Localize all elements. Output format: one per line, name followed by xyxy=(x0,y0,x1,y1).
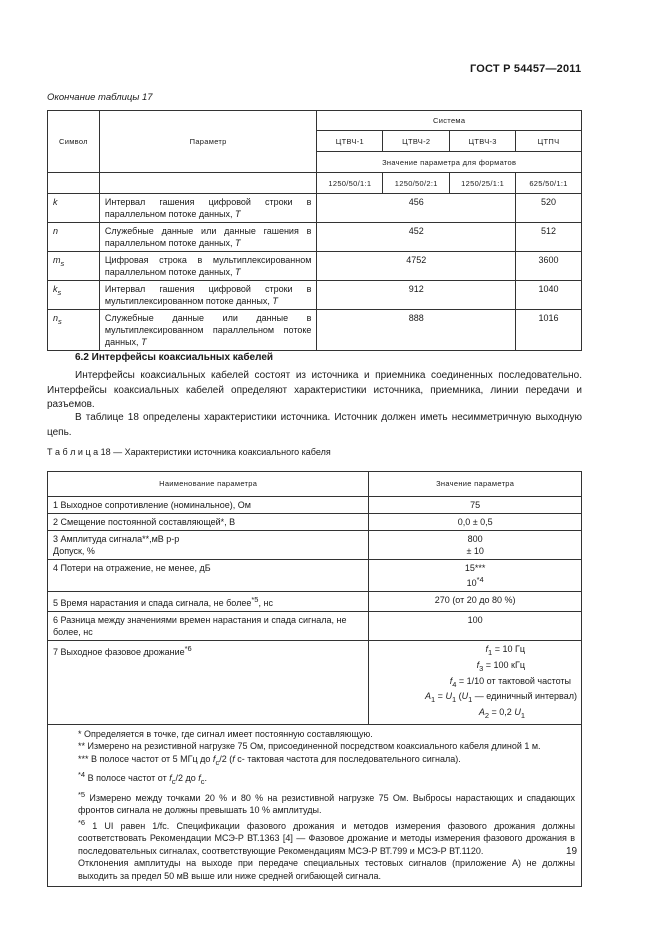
format-2: 1250/50/2:1 xyxy=(383,173,450,194)
row-value-hd: 4752 xyxy=(317,252,516,281)
note-1: * Определяется в точке, где сигнал имеет постоянную составляющую. xyxy=(78,728,373,739)
row-symbol: k xyxy=(48,194,100,223)
table-17 xyxy=(47,110,582,351)
row-value-sd: 1040 xyxy=(516,281,582,310)
system-1: ЦТВЧ-1 xyxy=(317,131,383,152)
system-2: ЦТВЧ-2 xyxy=(383,131,450,152)
note-4: $^{*4}$ В полосе частот от $f_c/2$ до $f_c$. xyxy=(78,770,208,787)
table-row: 4 Потери на отражение, не менее, дБ 15*** 10$^{*4}$ xyxy=(48,560,582,592)
row-value-hd: 888 xyxy=(317,310,516,351)
page-number: 19 xyxy=(566,846,578,857)
col-header-system: Система xyxy=(317,111,582,131)
row-parameter: Служебные данные или данные в мультиплексированном параллельном потоке данных, T xyxy=(99,310,317,351)
row-value-sd: 512 xyxy=(516,223,582,252)
table-row: 6 Разница между значениями времен нарастания и спада сигнала, не более, нс 100 xyxy=(48,612,582,641)
col-header-symbol: Символ xyxy=(48,111,100,173)
row-value-hd: 456 xyxy=(317,194,516,223)
table-row xyxy=(48,281,582,310)
table-row xyxy=(48,252,582,281)
table17-continuation-caption: Окончание таблицы 17 xyxy=(47,92,153,103)
row-symbol: n xyxy=(48,223,100,252)
row-symbol: $m_s$ xyxy=(48,252,100,281)
table-18 xyxy=(47,471,582,887)
system-4: ЦТПЧ xyxy=(516,131,582,152)
paragraph-2: В таблице 18 определены характеристики источника. Источник должен иметь несимметричную выходную цепь. xyxy=(47,412,582,438)
format-values-header: Значение параметра для форматов xyxy=(317,152,582,173)
row-value-hd: 452 xyxy=(317,223,516,252)
table-row: 3 Амплитуда сигнала**,мВ р-р Допуск, % 800 ± 10 xyxy=(48,531,582,560)
table-row: 7 Выходное фазовое дрожание$^{*6}$ $f_1 = 10$ Гц $f_3 = 100$ кГц $f_4 = 1/10$ от тактовой частоты $A_1 = U_1$ ($U_1$ — единичный интервал) $A_2 = 0,2$ $U_1$ xyxy=(48,641,582,725)
row-parameter: Интервал гашения цифровой строки в параллельном потоке данных, T xyxy=(99,194,317,223)
row-parameter: Служебные данные или данные гашения в параллельном потоке данных, T xyxy=(99,223,317,252)
row-value-hd: 912 xyxy=(317,281,516,310)
note-7: Отклонения амплитуды на выходе при передаче специальных тестовых сигналов (приложение А) не должны выходить за предел 50 мВ выше или ниже средней огибающей сигнала. xyxy=(78,858,575,881)
row-symbol: $k_s$ xyxy=(48,281,100,310)
document-standard-number: ГОСТ Р 54457—2011 xyxy=(470,63,582,75)
system-3: ЦТВЧ-3 xyxy=(450,131,516,152)
jitter-a1: $A_1 = U_1$ ($U_1$ — единичный интервал) xyxy=(424,691,577,705)
format-1: 1250/50/1:1 xyxy=(317,173,383,194)
col-header-value: Значение параметра xyxy=(369,472,582,497)
note-3: *** В полосе частот от 5 МГц до $f_c/2$ (f с- тактовая частота для последовательного сигнала). xyxy=(78,753,461,767)
paragraph-1: Интерфейсы коаксиальных кабелей состоят из источника и приемника соединенных последовательно. Интерфейсы коаксиальных кабелей определяют характеристики источника, приемника, линии передачи и разъемов. xyxy=(47,370,582,410)
table18-caption: Т а б л и ц а 18 — Характеристики источника коаксиального кабеля xyxy=(47,447,331,457)
note-2: ** Измерено на резистивной нагрузке 75 Ом, присоединенной посредством коаксиального кабеля длиной 1 м. xyxy=(78,741,541,752)
table-row: 5 Время нарастания и спада сигнала, не более$^{*5}$, нс 270 (от 20 до 80 %) xyxy=(48,592,582,612)
note-5: $^{*5}$ Измерено между точками 20 % и 80 % на резистивной нагрузке 75 Ом. Выбросы нарастающих и спадающих фронтов сигнала не должны превышать 10 % амплитуды. xyxy=(78,789,575,816)
col-header-name: Наименование параметра xyxy=(48,472,369,497)
table-row: 1 Выходное сопротивление (номинальное), Ом 75 xyxy=(48,497,582,514)
jitter-f1: $f_1 = 10$ Гц xyxy=(485,644,525,657)
section-title: 6.2 Интерфейсы коаксиальных кабелей xyxy=(75,352,274,363)
format-4: 625/50/1:1 xyxy=(516,173,582,194)
table-notes xyxy=(48,724,582,886)
table-row xyxy=(48,223,582,252)
table-row: 2 Смещение постоянной составляющей*, В 0,0 ± 0,5 xyxy=(48,514,582,531)
jitter-f4: $f_4 = 1/10$ от тактовой частоты xyxy=(449,675,571,689)
col-header-parameter: Параметр xyxy=(99,111,317,173)
row-symbol: $n_s$ xyxy=(48,310,100,351)
jitter-a2: $A_2 = 0,2$ $U_1$ xyxy=(478,707,525,720)
row-value-sd: 1016 xyxy=(516,310,582,351)
row-value-sd: 520 xyxy=(516,194,582,223)
row-parameter: Цифровая строка в мультиплексированном параллельном потоке данных, T xyxy=(99,252,317,281)
row-value-sd: 3600 xyxy=(516,252,582,281)
table-row xyxy=(48,194,582,223)
format-3: 1250/25/1:1 xyxy=(450,173,516,194)
row-parameter: Интервал гашения цифровой строки в мультиплексированном потоке данных, T xyxy=(99,281,317,310)
table-row xyxy=(48,310,582,351)
note-6: $^{*6}$ 1 UI равен 1/fc. Спецификации фазового дрожания и методов измерения фазового дрожания должны соответствовать Рекомендации МСЭ-Р ВТ.1363 [4] — Фазовое дрожание и методы измерения фазового дрожания в последовательных сигналах, соответствующие Рекомендациям МСЭ-Р ВТ.799 и МСЭ-Р ВТ.1120. xyxy=(78,817,575,856)
jitter-f3: $f_3 = 100$ кГц xyxy=(476,659,525,673)
